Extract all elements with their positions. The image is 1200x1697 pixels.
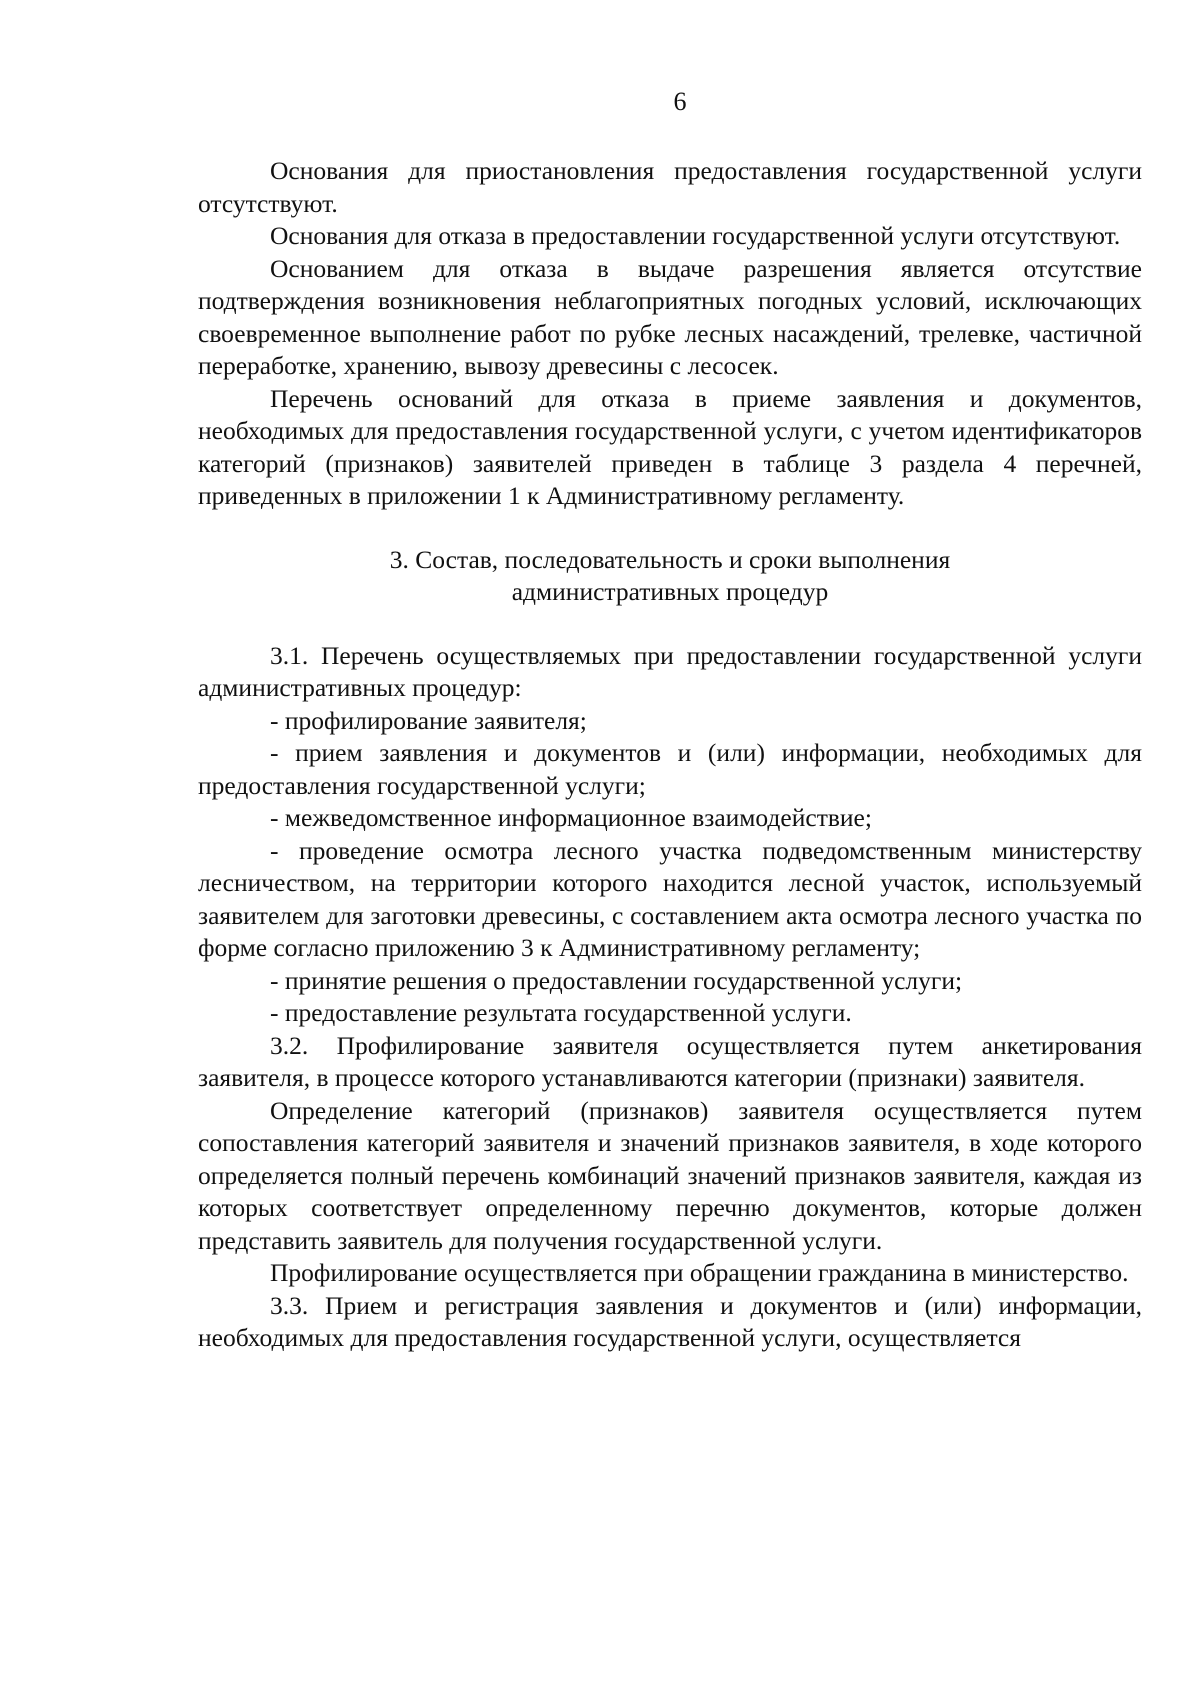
- paragraph: Профилирование осуществляется при обращении гражданина в министерство.: [270, 1258, 1129, 1287]
- paragraph: Определение категорий (признаков) заявителя осуществляется путем сопоставления категорий заявителя и значений признаков заявителя, в ходе которого определяется полный перечень комбинаций значений признаков заявителя, каждая из которых соответствует определенному перечню документов, которые должен представить заявитель для получения государственной услуги.: [198, 1095, 1142, 1255]
- list-item: - проведение осмотра лесного участка подведомственным министерству лесничеством, на территории которого находится лесной участок, используемый заявителем для заготовки древесины, с составлением акта осмотра лесного участка по форме согласно приложению 3 к Административному регламенту;: [198, 835, 1142, 962]
- list-item: - принятие решения о предоставлении государственной услуги;: [270, 965, 963, 995]
- page-number: 6: [673, 87, 687, 116]
- paragraph: Перечень оснований для отказа в приеме заявления и документов, необходимых для предоставления государственной услуги, с учетом идентификаторов категорий (признаков) заявителей приведен в таблице 3 раздела 4 перечней, приведенных в приложении 1 к Административному регламенту.: [198, 383, 1142, 510]
- section-heading-line: 3. Состав, последовательность и сроки выполнения: [389, 544, 951, 574]
- paragraph: 3.2. Профилирование заявителя осуществляется путем анкетирования заявителя, в процессе которого устанавливаются категории (признаки) заявителя.: [198, 1030, 1142, 1092]
- list-item: - профилирование заявителя;: [270, 705, 587, 735]
- paragraph: 3.1. Перечень осуществляемых при предоставлении государственной услуги административных процедур:: [198, 640, 1142, 702]
- list-item: - предоставление результата государственной услуги.: [270, 998, 852, 1027]
- paragraph: Основания для приостановления предоставления государственной услуги отсутствуют.: [198, 156, 1142, 218]
- section-heading-line: административных процедур: [511, 577, 829, 606]
- section-heading: [198, 544, 1142, 609]
- paragraph: Основанием для отказа в выдаче разрешения является отсутствие подтверждения возникновения неблагоприятных погодных условий, исключающих своевременное выполнение работ по рубке лесных насаждений, трелевке, частичной переработке, хранению, вывозу древесины с лесосек.: [198, 253, 1142, 380]
- list-item: - межведомственное информационное взаимодействие;: [270, 803, 872, 832]
- list-item: - прием заявления и документов и (или) информации, необходимых для предоставления государственной услуги;: [198, 738, 1142, 800]
- paragraph: 3.3. Прием и регистрация заявления и документов и (или) информации, необходимых для предоставления государственной услуги, осуществляется: [198, 1290, 1142, 1352]
- paragraph: Основания для отказа в предоставлении государственной услуги отсутствуют.: [270, 221, 1121, 250]
- document-body: [198, 155, 1142, 1355]
